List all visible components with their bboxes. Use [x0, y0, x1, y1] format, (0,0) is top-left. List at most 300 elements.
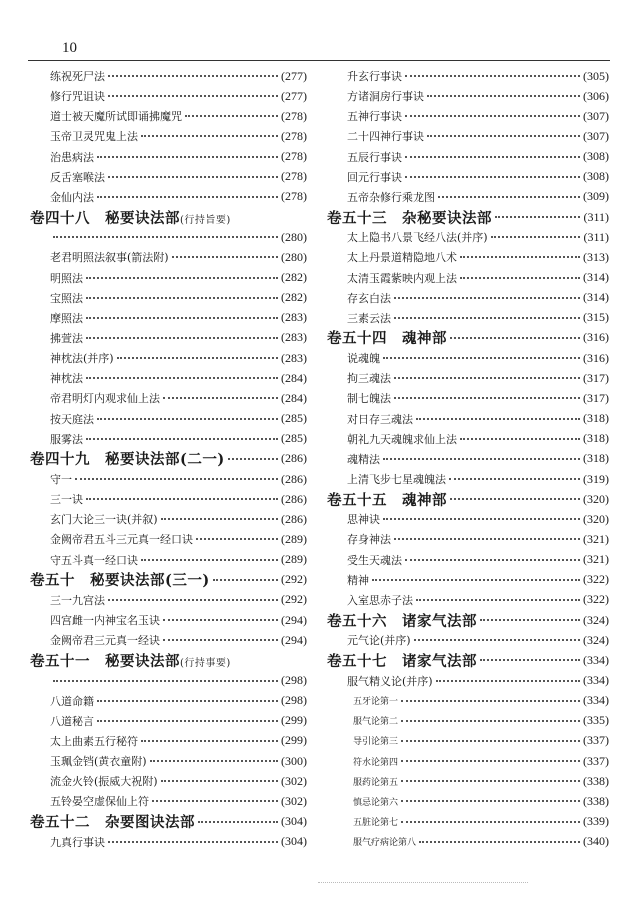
toc-page-ref: (315)	[583, 310, 609, 325]
dot-leader	[394, 538, 580, 540]
dot-leader	[228, 458, 278, 460]
toc-entry-title	[30, 811, 195, 832]
toc-entry-title	[327, 489, 447, 510]
toc-page-ref: (324)	[583, 612, 609, 627]
dot-leader	[491, 236, 581, 238]
toc-entry	[327, 368, 609, 388]
toc-entry-title-text: 拂萱法	[50, 331, 83, 345]
toc-entry-title-text: 太上隐书八景飞经八法(并序)	[347, 231, 488, 245]
toc-entry	[327, 449, 609, 469]
dot-leader	[416, 599, 580, 601]
toc-page-ref: (321)	[583, 531, 609, 546]
toc-entry	[30, 429, 307, 449]
dot-leader	[161, 518, 278, 520]
toc-entry	[30, 86, 307, 106]
toc-entry-title-text: 摩照法	[50, 311, 83, 325]
toc-entry-title	[50, 330, 83, 346]
toc-entry-title	[327, 650, 477, 671]
toc-page-ref: (278)	[281, 149, 307, 164]
toc-entry-title	[347, 229, 488, 245]
toc-entry-title-text: 金仙内法	[50, 190, 94, 204]
dot-leader	[372, 579, 580, 581]
toc-entry-title-text: 三一诀	[50, 493, 83, 507]
toc-page-ref: (298)	[281, 693, 307, 708]
toc-entry	[30, 106, 307, 126]
toc-page-ref: (318)	[583, 431, 609, 446]
toc-entry	[327, 550, 609, 570]
toc-entry-title	[50, 753, 147, 769]
toc-entry	[30, 711, 307, 731]
toc-page-ref: (289)	[281, 552, 307, 567]
toc-entry-title	[347, 310, 391, 326]
toc-entry	[30, 590, 307, 610]
toc-entry-title-text: 修行咒诅诀	[50, 90, 105, 104]
toc-entry	[327, 429, 609, 449]
toc-page-ref: (285)	[281, 411, 307, 426]
toc-entry-title	[347, 411, 413, 427]
toc-entry-title-text: 按天庭法	[50, 412, 94, 426]
toc-entry-title-text: 卷五十四 魂神部	[327, 330, 447, 348]
dot-leader	[401, 740, 580, 742]
toc-entry	[327, 529, 609, 549]
dot-leader	[163, 397, 278, 399]
toc-entry-title-text: 二十四神行事诀	[347, 130, 424, 144]
toc-entry	[30, 409, 307, 429]
dot-leader	[480, 659, 580, 661]
toc-entry-title-text: 玉珮金铛(黄衣童附)	[50, 755, 147, 769]
toc-page-ref: (307)	[583, 108, 609, 123]
toc-page-ref: (283)	[281, 350, 307, 365]
toc-entry-title	[347, 149, 402, 165]
toc-entry-title	[353, 694, 398, 707]
dot-leader	[141, 559, 278, 561]
toc-entry-title	[50, 773, 158, 789]
dot-leader	[394, 377, 580, 379]
toc-entry-title-text: 服药论第五	[353, 777, 399, 788]
dot-leader	[394, 297, 580, 299]
toc-entry-title-text: 五脏论第七	[353, 818, 399, 829]
toc-page-ref: (337)	[583, 733, 609, 748]
toc-entry	[327, 630, 609, 650]
toc-entry-title-text: 五辰行事诀	[347, 150, 402, 164]
toc-page-ref: (278)	[281, 189, 307, 204]
toc-page-ref: (307)	[583, 128, 609, 143]
dot-leader	[213, 579, 278, 581]
toc-entry-title	[353, 795, 398, 808]
dot-leader	[117, 357, 278, 359]
dot-leader	[97, 700, 278, 702]
toc-entry-title	[50, 290, 83, 306]
toc-entry-title	[327, 610, 477, 631]
toc-entry-title	[353, 815, 398, 828]
toc-entry-title-text: 服气论第二	[353, 717, 399, 728]
toc-entry-title-text: 五帝杂修行乘龙图	[347, 190, 435, 204]
chapter-heading	[327, 650, 609, 670]
toc-entry-title	[50, 834, 105, 850]
toc-entry	[30, 610, 307, 630]
dot-leader	[460, 256, 580, 258]
toc-page-ref: (277)	[281, 68, 307, 83]
toc-entry	[327, 832, 609, 852]
dot-leader	[401, 821, 580, 823]
dot-leader	[438, 196, 580, 198]
dot-leader	[405, 156, 580, 158]
dot-leader	[86, 317, 278, 319]
toc-page-ref: (305)	[583, 68, 609, 83]
toc-page-ref: (322)	[583, 572, 609, 587]
dot-leader	[108, 95, 278, 97]
toc-page-ref: (282)	[281, 270, 307, 284]
toc-entry-title-text: 受生天魂法	[347, 553, 402, 567]
toc-entry	[30, 187, 307, 207]
toc-entry-title-text: 五神行事诀	[347, 110, 402, 124]
dot-leader	[161, 780, 278, 782]
toc-entry	[327, 812, 609, 832]
toc-entry-title-text: 九真行事诀	[50, 835, 105, 849]
toc-page-ref: (294)	[281, 632, 307, 647]
toc-entry	[327, 187, 609, 207]
toc-page-ref: (340)	[583, 834, 609, 849]
toc-entry-title-text: 拘三魂法	[347, 372, 391, 386]
toc-entry-title-text: 太上曲素五行秘符	[50, 734, 138, 748]
toc-entry-title-text: 服气精义论(并序)	[347, 674, 433, 688]
toc-entry-title-text: 四宫雌一内神宝名玉诀	[50, 614, 160, 628]
dot-leader	[97, 418, 278, 420]
dot-leader	[394, 317, 580, 319]
toc-entry-title	[50, 390, 160, 406]
dot-leader	[401, 780, 580, 782]
toc-page-ref: (337)	[583, 753, 609, 768]
toc-page-ref: (318)	[583, 411, 609, 426]
toc-entry	[30, 469, 307, 489]
dot-leader	[416, 418, 580, 420]
toc-entry-title-text: 老君明照法叙事(箭法附)	[50, 251, 169, 265]
toc-page-ref: (308)	[583, 169, 609, 184]
dot-leader	[401, 800, 580, 802]
toc-entry-title-text: 服雾法	[50, 432, 83, 446]
toc-entry-title-text: 八道命籍	[50, 694, 94, 708]
toc-entry-title	[50, 350, 114, 366]
toc-entry-title	[353, 775, 398, 788]
toc-entry-title	[353, 714, 398, 727]
toc-page-ref: (304)	[281, 834, 307, 849]
toc-entry-title	[50, 310, 83, 326]
toc-entry-title	[50, 793, 149, 809]
dot-leader	[495, 216, 580, 218]
toc-entry	[30, 247, 307, 267]
toc-page-ref: (324)	[583, 632, 609, 647]
toc-page-ref: (298)	[281, 673, 307, 687]
toc-entry	[30, 167, 307, 187]
toc-entry-title	[347, 108, 402, 124]
toc-entry-title	[347, 68, 402, 84]
toc-entry	[30, 630, 307, 650]
toc-page-ref: (304)	[281, 814, 307, 829]
toc-page-ref: (292)	[281, 592, 307, 607]
dot-leader	[141, 740, 278, 742]
toc-page-ref: (314)	[583, 270, 609, 284]
toc-entry-title	[50, 612, 160, 628]
toc-entry-title	[50, 108, 182, 124]
toc-page-ref: (294)	[281, 612, 307, 627]
toc-entry-title	[347, 531, 391, 547]
toc-entry-title	[50, 270, 83, 286]
toc-entry-title	[50, 249, 169, 265]
toc-page-ref: (309)	[583, 189, 609, 204]
dot-leader	[86, 337, 278, 339]
toc-entry-title-text: 卷五十五 魂神部	[327, 491, 447, 509]
chapter-heading	[30, 207, 307, 227]
toc-page-ref: (335)	[583, 713, 609, 728]
toc-entry	[30, 550, 307, 570]
dot-leader	[419, 841, 580, 843]
chapter-subtitle: (行持事要)	[180, 657, 231, 669]
toc-entry-title	[50, 552, 138, 568]
toc-entry-title-text: 金阙帝君三元真一经诀	[50, 634, 160, 648]
dot-leader	[460, 277, 580, 279]
toc-entry-title	[50, 531, 193, 547]
toc-entry-title	[50, 411, 94, 427]
toc-page-ref: (339)	[583, 814, 609, 829]
toc-entry	[327, 469, 609, 489]
dot-leader	[86, 377, 278, 379]
toc-page-ref: (338)	[583, 773, 609, 788]
chapter-subtitle: (行持旨要)	[180, 214, 231, 226]
chapter-heading	[30, 570, 307, 590]
toc-page-ref: (286)	[281, 471, 307, 486]
toc-entry-title	[327, 207, 492, 228]
toc-entry-title-text: 帝君明灯内观求仙上法	[50, 392, 160, 406]
toc-page-ref: (313)	[583, 249, 609, 264]
dot-leader	[383, 357, 580, 359]
toc-entry	[327, 711, 609, 731]
header-rule	[28, 60, 610, 61]
dot-leader	[405, 176, 580, 178]
dot-leader	[152, 800, 278, 802]
toc-entry-title-text: 守一	[50, 473, 72, 486]
dot-leader	[163, 639, 278, 641]
toc-entry-title-text: 符水论第四	[353, 757, 399, 768]
dot-leader	[414, 639, 580, 641]
chapter-page-continuation	[30, 227, 307, 247]
toc-entry-title-text: 玉帝卫灵咒鬼上法	[50, 130, 138, 144]
toc-entry-title	[50, 149, 94, 165]
toc-page-ref: (308)	[583, 149, 609, 164]
toc-entry	[30, 771, 307, 791]
toc-page-ref: (334)	[583, 673, 609, 687]
toc-entry	[327, 86, 609, 106]
dot-leader	[405, 75, 580, 77]
dot-leader	[449, 478, 580, 480]
toc-entry-title	[30, 650, 231, 671]
dot-leader	[450, 337, 580, 339]
toc-entry-title-text: 练祝死尸法	[50, 70, 105, 83]
toc-page-ref: (319)	[583, 471, 609, 486]
toc-entry	[30, 791, 307, 811]
toc-entry-title	[347, 431, 457, 447]
toc-entry-title-text: 朝礼九天魂魄求仙上法	[347, 432, 457, 446]
toc-page-ref: (286)	[281, 451, 307, 466]
dot-leader	[86, 297, 278, 299]
toc-entry-title	[347, 128, 424, 144]
toc-entry-title	[50, 713, 94, 729]
toc-page-ref: (318)	[583, 451, 609, 466]
toc-entry-title	[50, 632, 160, 648]
toc-page-ref: (317)	[583, 390, 609, 405]
toc-page-ref: (316)	[583, 350, 609, 365]
toc-entry	[327, 126, 609, 146]
toc-entry-title-text: 卷四十九 秘要诀法部(二一)	[30, 451, 225, 469]
toc-entry-title	[30, 448, 225, 469]
dot-leader	[53, 680, 278, 682]
toc-page-ref: (299)	[281, 713, 307, 728]
toc-page-ref: (283)	[281, 310, 307, 325]
toc-page-ref: (320)	[583, 491, 609, 506]
page-number: 10	[62, 40, 77, 56]
toc-page-ref: (334)	[583, 652, 609, 667]
chapter-heading	[30, 650, 307, 670]
toc-entry-title	[50, 189, 94, 205]
toc-entry	[327, 227, 609, 247]
toc-entry-title	[347, 88, 424, 104]
dot-leader	[97, 196, 278, 198]
toc-entry-title-text: 服气疗病论第八	[353, 838, 417, 849]
chapter-heading	[327, 489, 609, 509]
toc-entry-title-text: 流金火铃(振威大祝附)	[50, 775, 158, 789]
toc-entry	[327, 590, 609, 610]
toc-entry	[30, 66, 307, 86]
toc-entry-title	[50, 693, 94, 709]
toc-page-ref: (283)	[281, 330, 307, 345]
dot-leader	[394, 397, 580, 399]
dot-leader	[401, 720, 580, 722]
toc-entry-title	[327, 327, 447, 348]
toc-entry-title-text: 治患病法	[50, 150, 94, 164]
toc-entry-title-text: 卷五十一 秘要诀法部	[30, 652, 180, 670]
toc-entry	[327, 247, 609, 267]
toc-entry	[327, 348, 609, 368]
toc-entry-title-text: 元气论(并序)	[347, 634, 411, 648]
toc-entry-title-text: 三一九宫法	[50, 593, 105, 607]
toc-entry-title	[347, 390, 391, 406]
toc-entry-title-text: 方诸洞房行事诀	[347, 90, 424, 104]
dot-leader	[196, 538, 278, 540]
toc-entry-title-text: 三素云法	[347, 311, 391, 325]
toc-entry-title	[353, 734, 398, 747]
toc-entry-title-text: 太清玉霞紫映内观上法	[347, 271, 457, 285]
dot-leader	[97, 720, 278, 722]
toc-entry	[327, 288, 609, 308]
dot-leader	[460, 438, 580, 440]
toc-entry	[327, 268, 609, 288]
toc-entry	[327, 671, 609, 691]
toc-entry-title-text: 太上丹景道精隐地八术	[347, 251, 457, 265]
toc-page-ref: (314)	[583, 290, 609, 305]
toc-page-ref: (322)	[583, 592, 609, 607]
chapter-heading	[30, 812, 307, 832]
dot-leader	[401, 760, 580, 762]
toc-entry	[30, 348, 307, 368]
toc-entry	[327, 147, 609, 167]
toc-entry	[30, 288, 307, 308]
toc-entry-title	[50, 471, 72, 487]
toc-entry	[30, 328, 307, 348]
dot-leader	[185, 115, 278, 117]
toc-page-ref: (299)	[281, 733, 307, 748]
toc-page-ref: (306)	[583, 88, 609, 103]
toc-page-ref: (300)	[281, 753, 307, 768]
toc-entry-title	[353, 755, 398, 768]
dot-leader	[108, 841, 278, 843]
dot-leader	[436, 680, 580, 682]
toc-entry-title	[347, 592, 413, 608]
toc-entry-title-text: 对日存三魂法	[347, 412, 413, 426]
toc-entry	[327, 791, 609, 811]
toc-entry-title	[347, 169, 402, 185]
toc-entry-title-text: 导引论第三	[353, 737, 399, 748]
dot-leader	[86, 498, 278, 500]
toc-entry-title	[347, 350, 380, 366]
toc-entry-title	[347, 290, 391, 306]
dot-leader	[150, 760, 278, 762]
toc-page-ref: (311)	[583, 229, 609, 244]
dot-leader	[383, 518, 580, 520]
dot-leader	[86, 277, 278, 279]
toc-entry-title-text: 存身神法	[347, 533, 391, 547]
toc-entry-title	[50, 68, 105, 84]
toc-entry-title	[347, 552, 402, 568]
toc-entry	[30, 509, 307, 529]
toc-entry	[30, 268, 307, 288]
toc-entry	[30, 832, 307, 852]
scan-artifact	[318, 882, 528, 886]
toc-entry	[327, 409, 609, 429]
toc-entry-title-text: 入室思赤子法	[347, 593, 413, 607]
toc-entry	[327, 167, 609, 187]
toc-entry-title-text: 明照法	[50, 271, 83, 285]
toc-entry-title	[347, 370, 391, 386]
toc-entry-title-text: 卷五十七 诸家气法部	[327, 652, 477, 670]
toc-page-ref: (292)	[281, 572, 307, 587]
dot-leader	[108, 599, 278, 601]
toc-entry	[327, 691, 609, 711]
toc-entry-title-text: 精神	[347, 573, 369, 587]
chapter-heading	[327, 610, 609, 630]
toc-page-ref: (286)	[281, 491, 307, 506]
dot-leader	[198, 821, 278, 823]
toc-page-ref: (321)	[583, 552, 609, 567]
toc-entry-title	[347, 471, 446, 487]
toc-entry-title	[347, 673, 433, 689]
toc-entry	[30, 751, 307, 771]
toc-page-ref: (278)	[281, 108, 307, 123]
toc-entry-title-text: 道士被天魔所试即诵拂魔咒	[50, 110, 182, 124]
toc-entry	[30, 147, 307, 167]
toc-entry-title	[50, 370, 83, 386]
dot-leader	[97, 156, 278, 158]
toc-entry-title-text: 升玄行事诀	[347, 70, 402, 83]
chapter-heading	[327, 328, 609, 348]
toc-entry	[327, 106, 609, 126]
toc-entry-title	[30, 207, 231, 228]
toc-entry-title-text: 魂精法	[347, 452, 380, 466]
toc-entry	[327, 388, 609, 408]
toc-page-ref: (302)	[281, 793, 307, 808]
toc-entry-title-text: 慎忌论第六	[353, 797, 399, 808]
toc-page-ref: (284)	[281, 390, 307, 405]
toc-entry	[327, 66, 609, 86]
dot-leader	[53, 236, 278, 238]
